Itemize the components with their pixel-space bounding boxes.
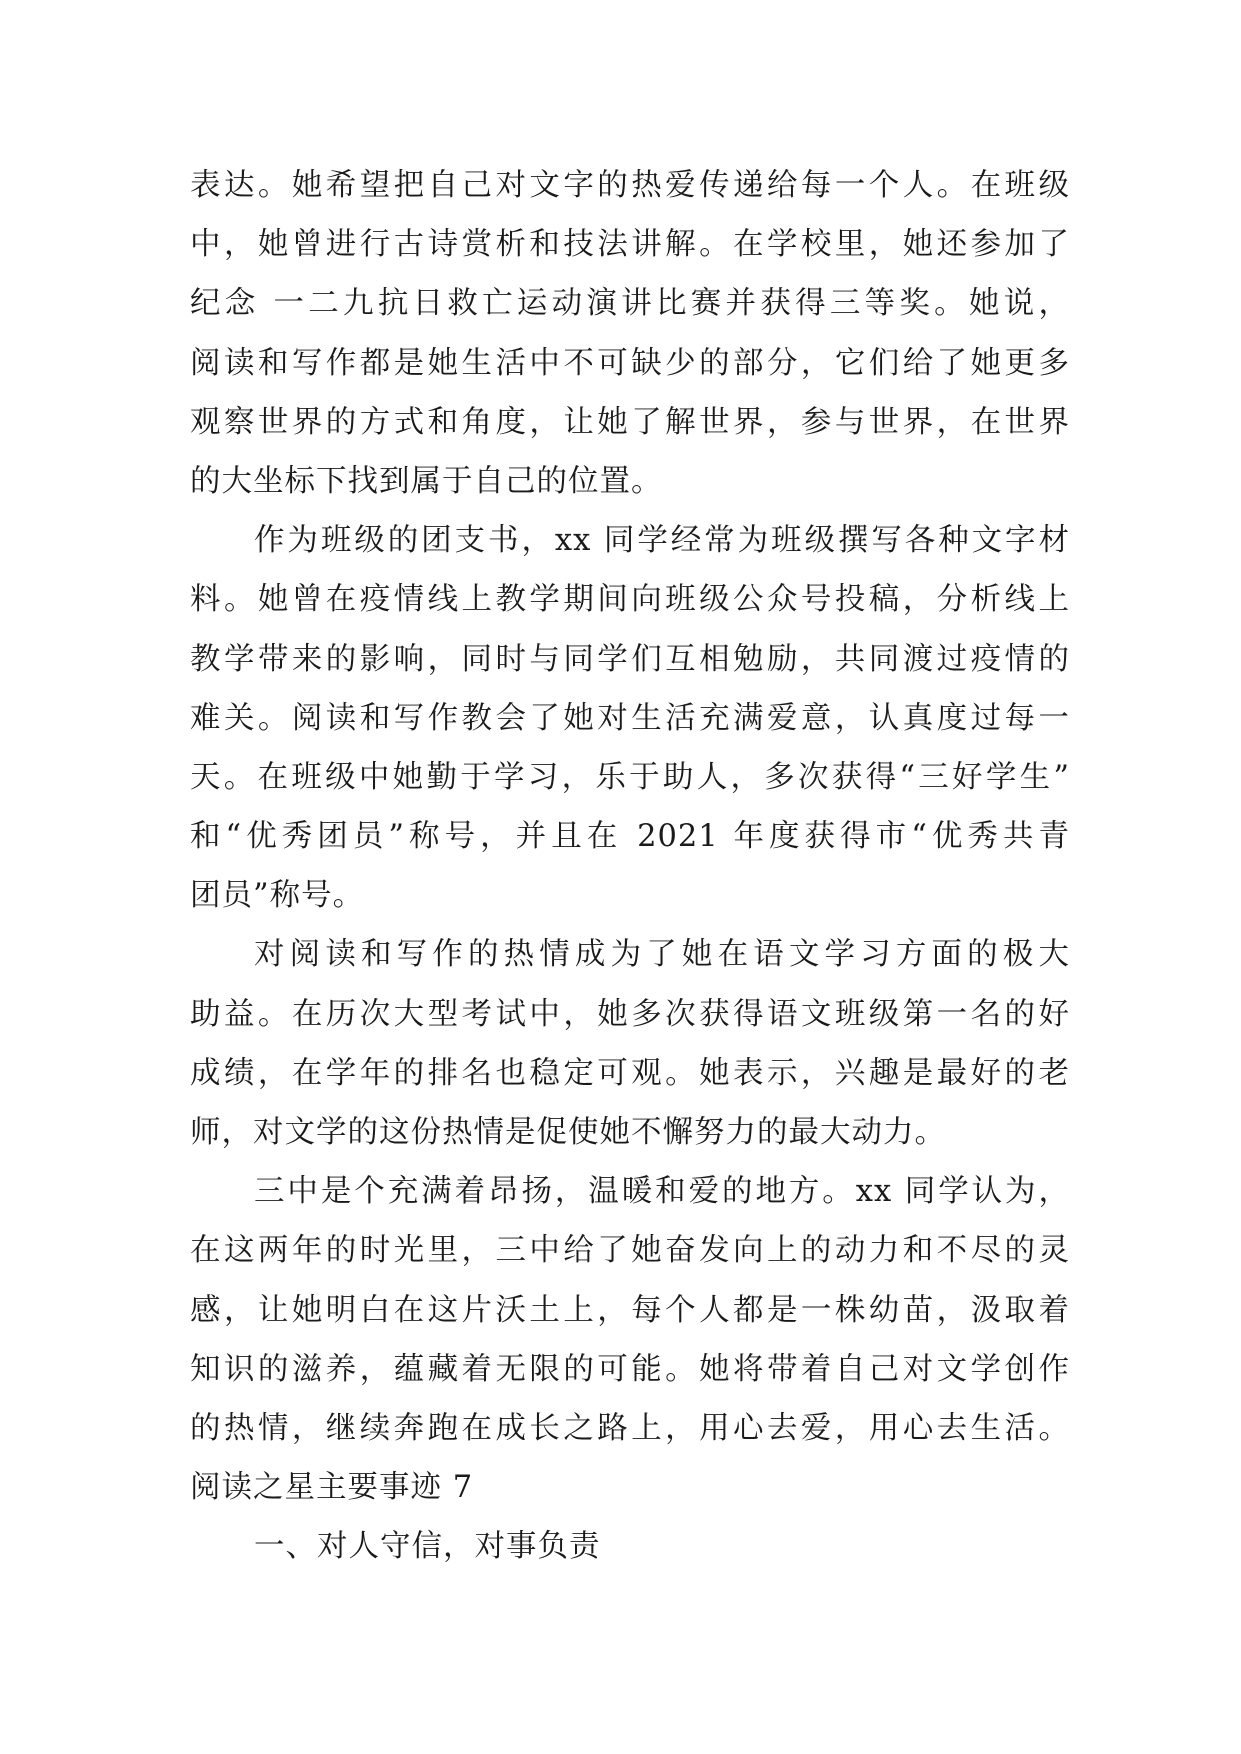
text-line: 的热情，继续奔跑在成长之路上，用心去爱，用心去生活。	[190, 1410, 1070, 1446]
text-line: 表达。她希望把自己对文字的热爱传递给每一个人。在班级	[190, 168, 1070, 203]
text-line: 在这两年的时光里，三中给了她奋发向上的动力和不尽的灵	[190, 1233, 1070, 1269]
text-line: 天。在班级中她勤于学习，乐于助人，多次获得“三好学生”	[190, 759, 1070, 795]
text-line: 中，她曾进行古诗赏析和技法讲解。在学校里，她还参加了	[190, 227, 1070, 263]
text-line: 难关。阅读和写作教会了她对生活充满爱意，认真度过每一	[190, 700, 1070, 736]
text-line: 阅读之星主要事迹 7	[190, 1470, 474, 1506]
text-line: 阅读和写作都是她生活中不可缺少的部分，它们给了她更多	[190, 345, 1070, 381]
text-line: 一、对人守信，对事负责	[254, 1529, 601, 1565]
text-line: 对阅读和写作的热情成为了她在语文学习方面的极大	[254, 937, 1070, 973]
text-line: 的大坐标下找到属于自己的位置。	[190, 463, 663, 499]
text-line: 作为班级的团支书，xx 同学经常为班级撰写各种文字材	[254, 523, 1070, 559]
document-body	[190, 156, 1070, 1577]
text-line: 纪念 一二九抗日救亡运动演讲比赛并获得三等奖。她说，	[190, 286, 1070, 322]
text-line: 成绩，在学年的排名也稳定可观。她表示，兴趣是最好的老	[190, 1055, 1070, 1091]
text-line: 三中是个充满着昂扬，温暖和爱的地方。xx 同学认为，	[254, 1174, 1070, 1210]
text-line: 观察世界的方式和角度，让她了解世界，参与世界，在世界	[190, 404, 1070, 440]
text-line: 感，让她明白在这片沃土上，每个人都是一株幼苗，汲取着	[190, 1292, 1070, 1328]
text-line: 教学带来的影响，同时与同学们互相勉励，共同渡过疫情的	[190, 641, 1070, 677]
text-line: 团员”称号。	[190, 878, 365, 914]
text-line: 知识的滋养，蕴藏着无限的可能。她将带着自己对文学创作	[190, 1351, 1070, 1387]
text-line: 和“优秀团员”称号，并且在 2021 年度获得市“优秀共青	[190, 819, 1070, 855]
text-line: 料。她曾在疫情线上教学期间向班级公众号投稿，分析线上	[190, 582, 1070, 618]
text-line: 助益。在历次大型考试中，她多次获得语文班级第一名的好	[190, 996, 1070, 1032]
text-line: 师，对文学的这份热情是促使她不懈努力的最大动力。	[190, 1115, 946, 1150]
